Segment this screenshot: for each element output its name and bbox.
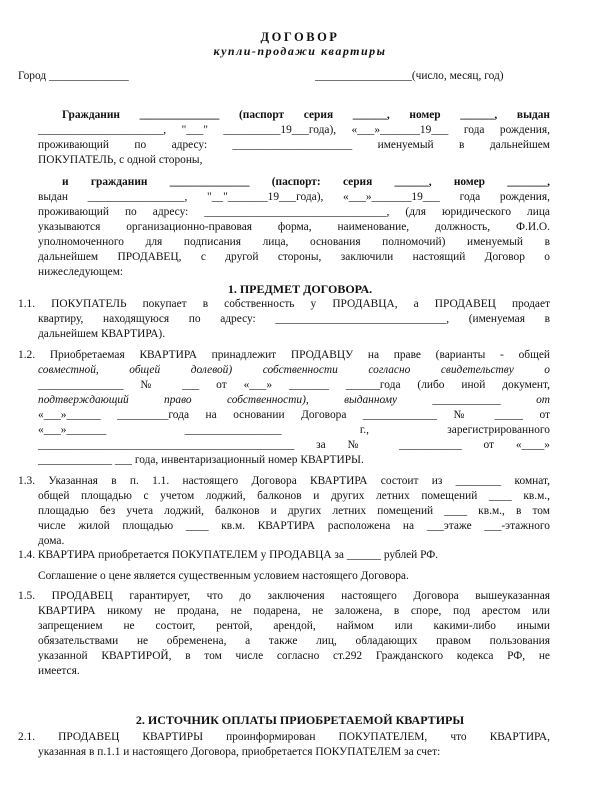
clause-1-2-line-8: _____________ ___ года, инвентаризационный номер КВАРТИРЫ. bbox=[38, 454, 364, 466]
seller-line-2: выдан _________________, "__"_______19___года), «___»_______19___ года рождения, bbox=[38, 191, 550, 203]
clause-1-4-line-2: Соглашение о цене является существенным условием настоящего Договора. bbox=[38, 570, 409, 582]
document-subtitle: купли-продажи квартиры bbox=[213, 44, 387, 58]
clause-1-4-line-1: 1.4. КВАРТИРА приобретается ПОКУПАТЕЛЕМ у ПРОДАВЦА за ______ рублей РФ. bbox=[18, 549, 439, 561]
clause-2-1-line-2: указанная в п.1.1 и настоящего Договора, приобретается ПОКУПАТЕЛЕМ за счет: bbox=[38, 746, 441, 758]
clause-1-1-line-2: квартиру, находящуюся по адресу: ______________________________, (именуемая в bbox=[38, 313, 550, 325]
clause-1-2-line-4: подтверждающий право собственности), выданному ____________ от bbox=[38, 394, 550, 406]
clause-1-5-line-1: 1.5. ПРОДАВЕЦ гарантирует, что до заключения настоящего Договора вышеуказанная bbox=[18, 590, 550, 602]
date-field: _________________(число, месяц, год) bbox=[315, 70, 504, 82]
clause-1-3-line-1: 1.3. Указанная в п. 1.1. настоящего Договора КВАРТИРА состоит из ________ комнат, bbox=[18, 475, 550, 487]
clause-1-5-line-5: указанной КВАРТИРОЙ, в том числе согласно ст.292 Гражданского кодекса РФ, не bbox=[38, 650, 550, 662]
seller-line-4: указываются организационно-правовая форма, наименование, должность, Ф.И.О. bbox=[38, 221, 550, 233]
buyer-line-1: Гражданин ______________ (паспорт серия ______, номер ______, выдан bbox=[62, 109, 550, 121]
clause-1-1-line-1: 1.1. ПОКУПАТЕЛЬ покупает в собственность у ПРОДАВЦА, а ПРОДАВЕЦ продает bbox=[18, 298, 550, 310]
seller-line-3: проживающий по адресу: ________________________________, (для юридического лица bbox=[38, 206, 550, 218]
section-2-heading: 2. ИСТОЧНИК ОПЛАТЫ ПРИОБРЕТАЕМОЙ КВАРТИРЫ bbox=[135, 713, 465, 727]
clause-1-2-line-5: «___»______ _________года на основании Договора _____________ № _____ от bbox=[38, 409, 550, 421]
clause-1-2-line-6: «___»_______ _________________ г., зарегистрированного bbox=[38, 424, 550, 436]
clause-1-3-line-4: числе жилой площадью ____ кв.м. КВАРТИРА расположена на ___этаже ___-этажного bbox=[38, 520, 550, 532]
clause-1-3-line-3: площадью без учета лоджий, балконов и других летних помещений ____ кв.м., в том bbox=[38, 505, 550, 517]
clause-1-2-line-2: совместной, общей долевой) собственности согласно свидетельству о bbox=[38, 364, 550, 376]
clause-1-2-line-7: _____________________________________________ за № ___________ от «____» bbox=[38, 439, 550, 451]
document-title: ДОГОВОР bbox=[260, 30, 340, 44]
seller-line-5: уполномоченного для подписания лица, основания полномочий) именуемый в bbox=[38, 236, 550, 248]
clause-1-2-line-1: 1.2. Приобретаемая КВАРТИРА принадлежит ПРОДАВЦУ на праве (варианты - общей bbox=[18, 349, 550, 361]
seller-line-7: нижеследующем: bbox=[38, 266, 124, 278]
clause-2-1-line-1: 2.1. ПРОДАВЕЦ КВАРТИРЫ проинформирован ПОКУПАТЕЛЕМ, что КВАРТИРА, bbox=[18, 731, 550, 743]
seller-line-1: и гражданин ______________ (паспорт: серия ______, номер _______, bbox=[62, 176, 550, 188]
clause-1-1-line-3: дальнейшем КВАРТИРА). bbox=[38, 328, 166, 340]
city-field: Город ______________ bbox=[18, 70, 129, 82]
buyer-line-3: проживающий по адресу: _____________________ именуемый в дальнейшем bbox=[38, 139, 550, 151]
clause-1-3-line-5: дома. bbox=[38, 535, 65, 547]
clause-1-3-line-2: общей площадью с учетом лоджий, балконов и других летних помещений ____ кв.м., bbox=[38, 490, 550, 502]
clause-1-5-line-3: запрещением не состоит, рентой, арендой, наймом или какими-либо иными bbox=[38, 620, 550, 632]
buyer-line-2: ______________________, "___" __________19___года), «___»_______19___ года рождения, bbox=[38, 124, 550, 136]
clause-1-5-line-4: обязательствами не обременена, а также лиц, обладающих правом пользования bbox=[38, 635, 550, 647]
section-1-heading: 1. ПРЕДМЕТ ДОГОВОРА. bbox=[227, 282, 373, 296]
seller-line-6: дальнейшем ПРОДАВЕЦ, с другой стороны, заключили настоящий Договор о bbox=[38, 251, 550, 263]
clause-1-5-line-6: имеется. bbox=[38, 665, 80, 677]
clause-1-2-line-3: _______________ № ___ от «___» _______ ______года (либо иной документ, bbox=[38, 379, 550, 391]
buyer-line-4: ПОКУПАТЕЛЬ, с одной стороны, bbox=[38, 154, 203, 166]
clause-1-5-line-2: КВАРТИРА никому не продана, не подарена, не заложена, в споре, под арестом или bbox=[38, 605, 550, 617]
